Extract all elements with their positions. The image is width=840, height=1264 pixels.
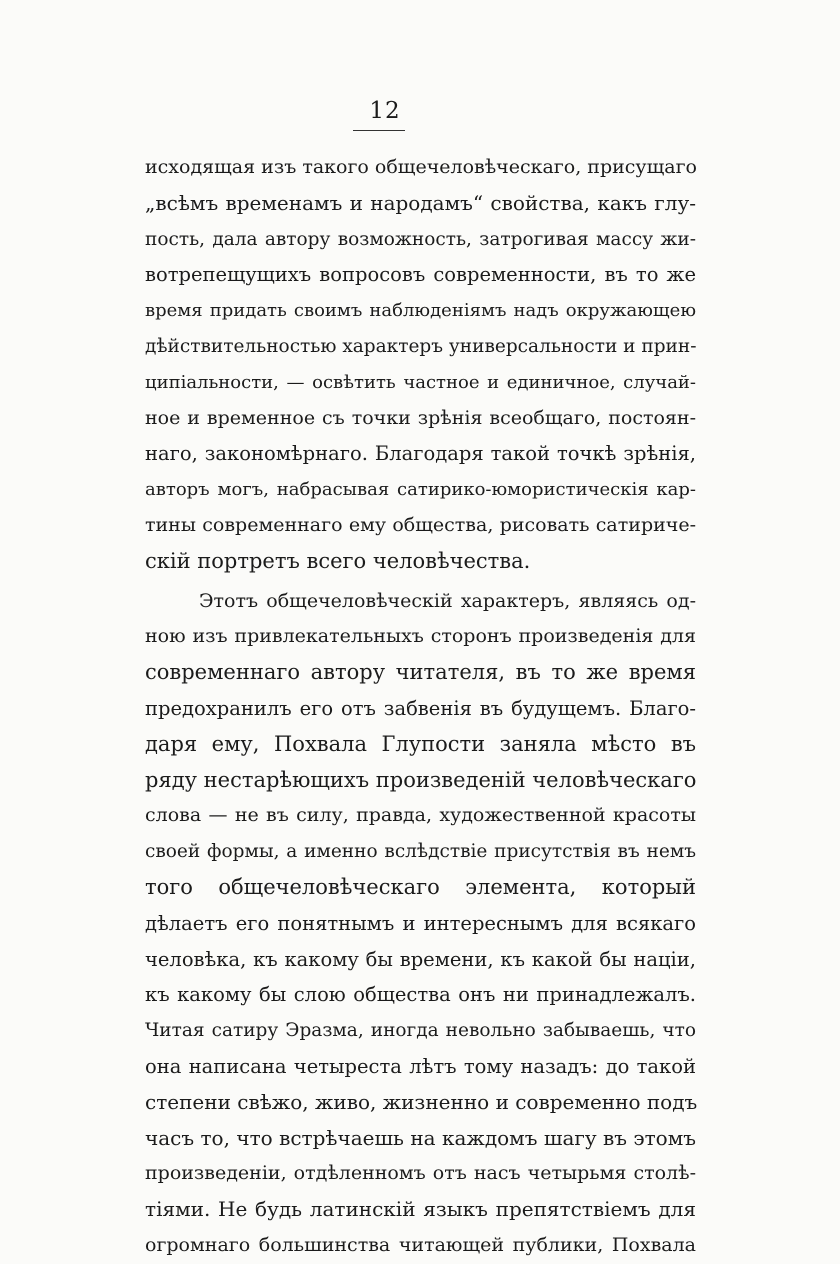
page-number: 12 — [369, 98, 401, 124]
text-line: вотрепещущихъ вопросовъ современности, въ то же — [145, 263, 696, 287]
text-line: она написана четыреста лѣтъ тому назадъ: до такой — [145, 1054, 696, 1078]
text-line: Этотъ общечеловѣческій характеръ, являясь од- — [199, 589, 696, 612]
text-line: ное и временное съ точки зрѣнія всеобщаго, постоян- — [145, 406, 696, 429]
text-line: Читая сатиру Эразма, иногда невольно забываешь, что — [145, 1020, 696, 1042]
text-line: авторъ могъ, набрасывая сатирико-юмористическія кар- — [145, 479, 696, 501]
text-line: часъ то, что встрѣчаешь на каждомъ шагу въ этомъ — [145, 1125, 696, 1150]
page-number-rule — [353, 130, 405, 131]
body-text — [145, 150, 696, 1264]
text-line: тіями. Не будь латинскій языкъ препятствіемъ для — [145, 1197, 696, 1222]
text-line: дѣлаетъ его понятнымъ и интереснымъ для всякаго — [145, 911, 696, 935]
text-line: современнаго автору читателя, въ то же время — [145, 660, 696, 685]
text-line: даря ему, Похвала Глупости заняла мѣсто въ — [145, 731, 696, 756]
text-line: дѣйствительностью характеръ универсальности и прин- — [145, 335, 697, 357]
text-line: тины современнаго ему общества, рисовать сатириче- — [145, 513, 696, 536]
text-line: человѣка, къ какому бы времени, къ какой бы націи, — [145, 947, 696, 971]
text-line: время придать своимъ наблюденіямъ надъ окружающею — [145, 300, 696, 322]
text-line: предохранилъ его отъ забвенія въ будущемъ. Благо- — [145, 696, 696, 720]
text-line: исходящая изъ такого общечеловѣческаго, присущаго — [145, 156, 697, 178]
text-line: огромнаго большинства читающей публики, Похвала — [145, 1233, 696, 1256]
text-line: къ какому бы слою общества онъ ни принадлежалъ. — [145, 983, 696, 1007]
text-line: своей формы, а именно вслѣдствіе присутствія въ немъ — [145, 841, 696, 863]
text-line: ною изъ привлекательныхъ сторонъ произведенія для — [145, 625, 696, 648]
text-line: наго, закономѣрнаго. Благодаря такой точкѣ зрѣнія, — [145, 442, 696, 466]
text-line: ципіальности, — освѣтить частное и единичное, случай- — [145, 371, 696, 393]
text-line: ряду нестарѣющихъ произведеній человѣческаго — [145, 767, 697, 792]
text-line: слова — не въ силу, правда, художественной красоты — [145, 804, 696, 827]
text-line: „всѣмъ временамъ и народамъ“ свойства, какъ глу- — [145, 190, 696, 215]
text-line: скій портретъ всего человѣчества. — [145, 548, 531, 573]
text-line: степени свѣжо, живо, жизненно и современно подъ — [145, 1089, 698, 1114]
text-line: того общечеловѣческаго элемента, который — [145, 874, 696, 899]
text-line: произведеніи, отдѣленномъ отъ насъ четырьмя столѣ- — [145, 1162, 696, 1185]
text-line: пость, дала автору возможность, затрогивая массу жи- — [145, 228, 696, 250]
